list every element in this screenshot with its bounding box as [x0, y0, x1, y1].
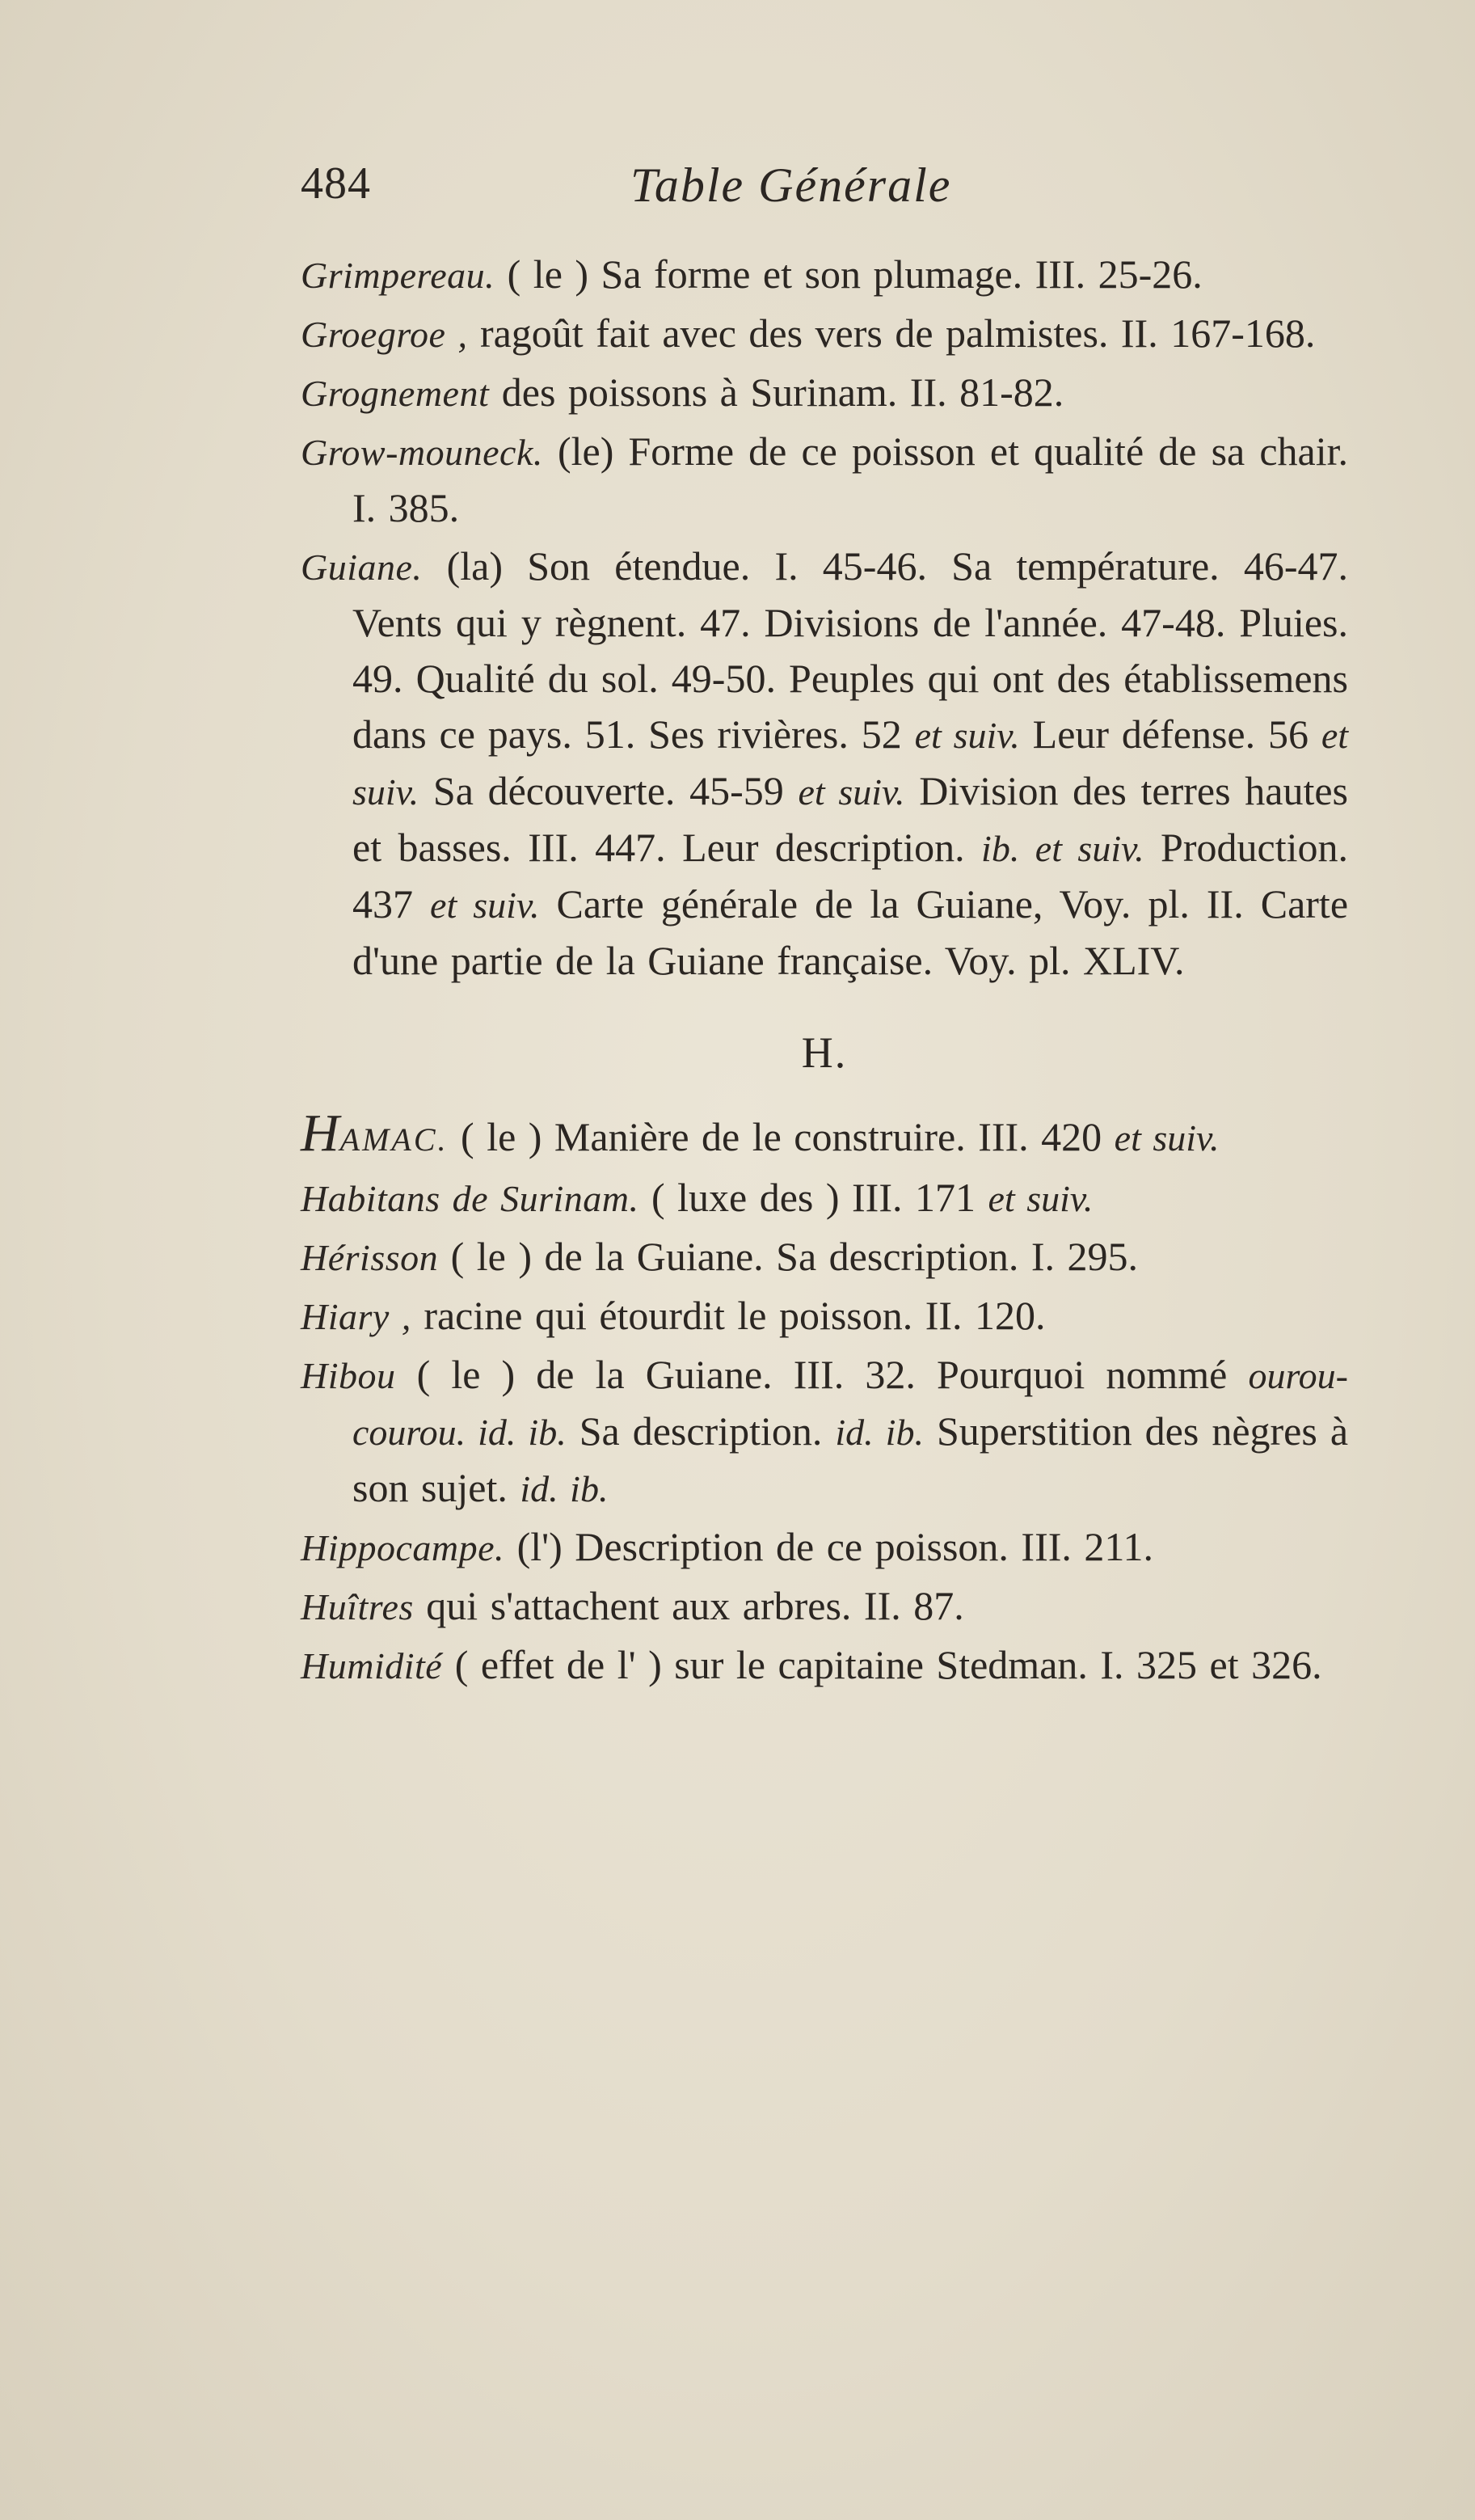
- entry-text: ( le ) de la Guiane. III. 32. Pourquoi nommé: [395, 1352, 1249, 1397]
- index-entry: [301, 1288, 1348, 1344]
- entry-italic: ib. et suiv.: [981, 828, 1144, 869]
- page-number: 484: [301, 158, 371, 209]
- entry-headword: Habitans de Surinam.: [301, 1178, 639, 1219]
- entry-text: ( effet de l' ) sur le capitaine Stedman. I. 325 et 326.: [442, 1642, 1322, 1687]
- entry-text: Carte générale de la Guiane, Voy. pl. II. Carte d'une partie de la Guiane française. Voy. pl. XLIV.: [352, 881, 1349, 983]
- index-entry: [301, 538, 1348, 989]
- entry-headword: Grognement: [301, 373, 490, 414]
- index-entry: [301, 306, 1348, 362]
- entry-italic: et suiv.: [914, 715, 1020, 756]
- index-entry: [301, 1170, 1348, 1226]
- entry-text: Superstition des nègres à son sujet.: [352, 1408, 1349, 1510]
- entry-text: Production. 437: [352, 825, 1348, 927]
- index-entries: [301, 247, 1348, 1696]
- entry-text: Sa description.: [566, 1408, 836, 1454]
- index-entry: [301, 1105, 1348, 1167]
- entry-italic: et suiv.: [430, 884, 540, 926]
- entry-headword: Groegroe ,: [301, 314, 468, 355]
- entry-italic: et suiv.: [988, 1178, 1094, 1219]
- entry-italic: id. ib.: [520, 1468, 609, 1509]
- entry-headword: Humidité: [301, 1645, 443, 1686]
- index-entry: [301, 1347, 1348, 1517]
- page-title: Table Générale: [630, 158, 952, 212]
- entry-text: (la) Son étendue. I. 45-46. Sa température. 46-47. Vents qui y règnent. 47. Divisions de l'année. 47-48. Pluies. 49. Qualité du sol. 49-50. Peuples qui ont des établissemens dans ce pays. 51. Ses rivières. 52: [352, 543, 1348, 757]
- section-letter: H.: [801, 1028, 848, 1077]
- entry-text: ragoût fait avec des vers de palmistes. II. 167-168.: [467, 310, 1316, 356]
- entry-italic: et suiv.: [1114, 1117, 1220, 1159]
- entry-headword: Hérisson: [301, 1237, 439, 1278]
- entry-initial: H: [301, 1104, 340, 1163]
- entry-text: ( le ) Sa forme et son plumage. III. 25-26.: [495, 251, 1203, 297]
- entry-text: ( le ) de la Guiane. Sa description. I. 295.: [438, 1234, 1138, 1279]
- entry-text: qui s'attachent aux arbres. II. 87.: [413, 1583, 964, 1628]
- entry-italic: ourou-courou. id. ib.: [352, 1355, 1348, 1453]
- entry-headword: Guiane.: [301, 547, 423, 588]
- entry-text: Leur défense. 56: [1019, 711, 1321, 757]
- entry-text: (le) Forme de ce poisson et qualité de sa chair. I. 385.: [352, 428, 1348, 530]
- entry-headword: Hiary ,: [301, 1296, 411, 1337]
- index-entry: [301, 365, 1348, 421]
- index-entry: [301, 424, 1348, 536]
- index-entry: [301, 1229, 1348, 1285]
- index-entry: [301, 247, 1348, 303]
- entry-text: Sa découverte. 45-59: [419, 768, 799, 813]
- entry-text: des poissons à Surinam. II. 81-82.: [489, 369, 1064, 415]
- entry-italic: id. ib.: [835, 1412, 924, 1453]
- entry-headword: Grow-mouneck.: [301, 432, 543, 473]
- entry-text: ( luxe des ) III. 171: [638, 1175, 988, 1220]
- entry-text: racine qui étourdit le poisson. II. 120.: [411, 1293, 1046, 1338]
- entry-headword: AMAC.: [339, 1121, 449, 1158]
- entry-italic: et suiv.: [798, 771, 905, 813]
- entry-headword: Hippocampe.: [301, 1527, 505, 1568]
- running-header: [301, 158, 1343, 230]
- entry-text: Division des terres hautes et basses. III. 447. Leur description.: [352, 768, 1348, 870]
- index-entry: [301, 1578, 1348, 1635]
- entry-italic: et suiv.: [352, 715, 1349, 813]
- entry-headword: Hibou: [301, 1355, 396, 1396]
- entry-text: ( le ) Manière de le construire. III. 420: [448, 1114, 1115, 1159]
- entry-headword: Grimpereau.: [301, 255, 495, 296]
- entry-headword: Huîtres: [301, 1586, 414, 1627]
- index-entry: [301, 1519, 1348, 1576]
- index-entry: [301, 1637, 1348, 1694]
- entry-text: (l') Description de ce poisson. III. 211.: [504, 1524, 1154, 1569]
